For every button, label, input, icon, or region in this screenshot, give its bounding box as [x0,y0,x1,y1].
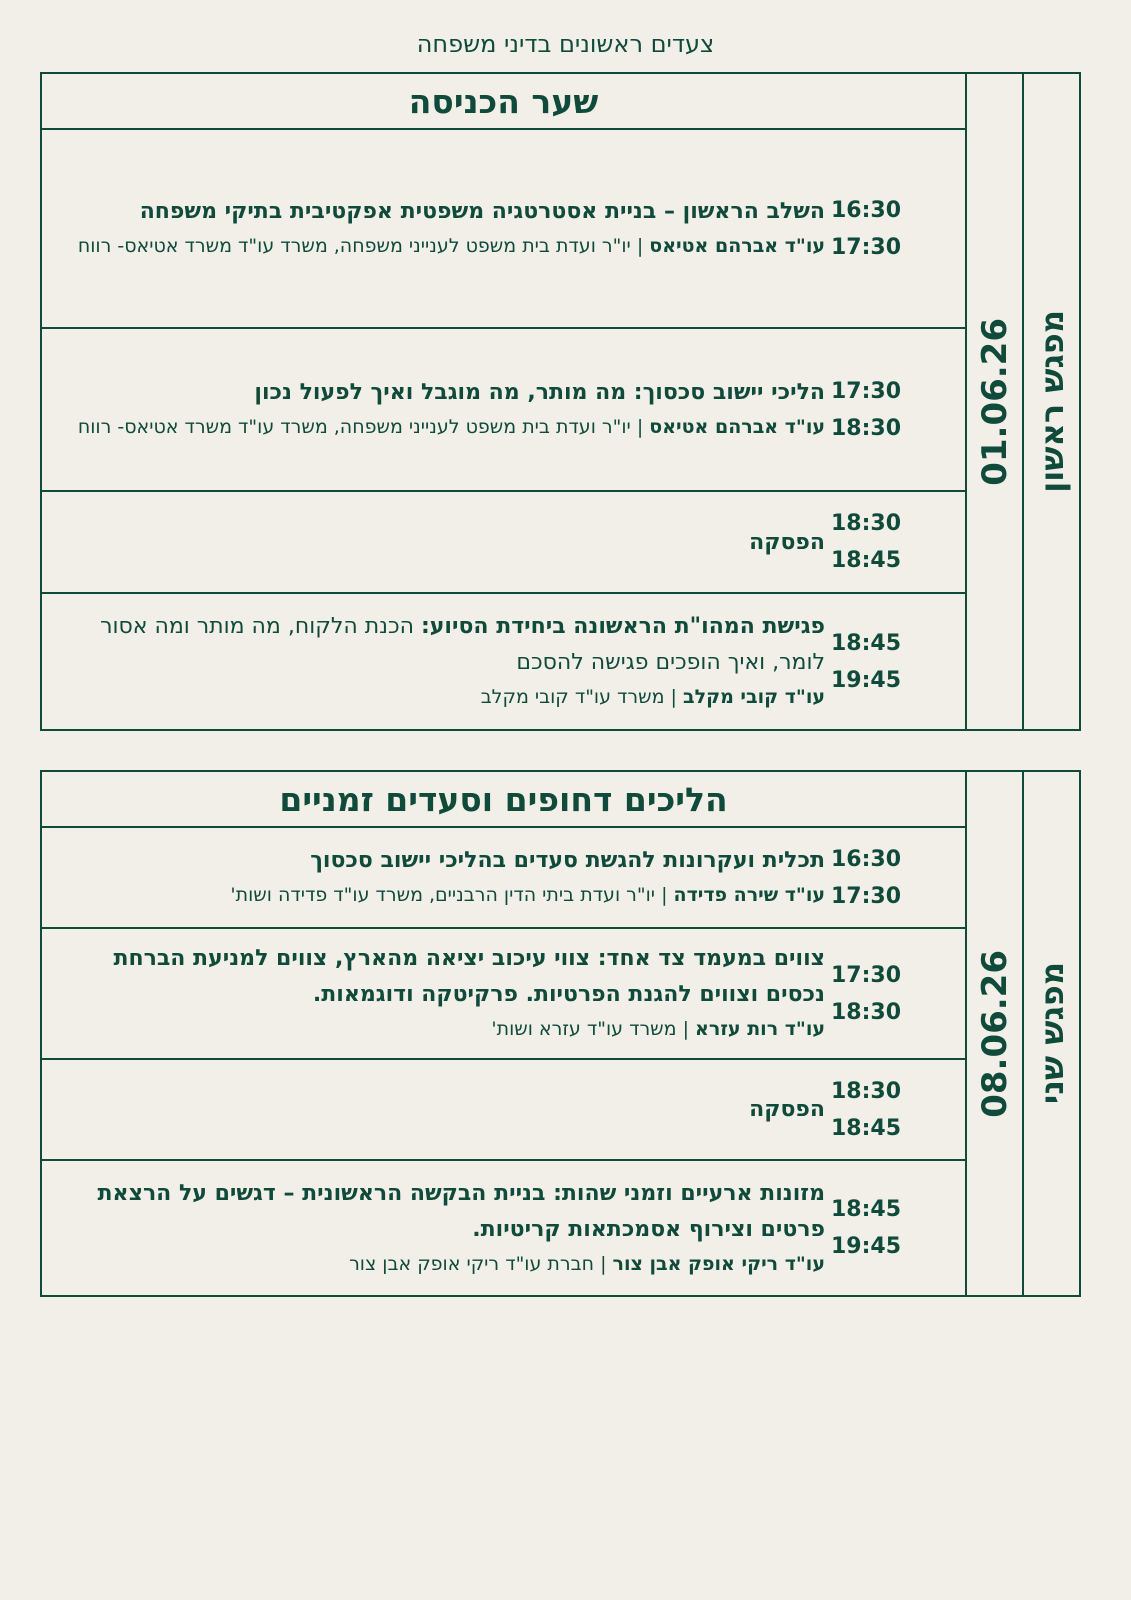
meeting-label: מפגש שני [1032,962,1071,1105]
session-speaker [54,879,825,912]
speaker-info: | יו"ר ועדת בית משפט לענייני משפחה, משרד עו"ד משרד אטיאס- רווח [77,416,644,438]
session-speaker [54,1248,825,1281]
break-content [42,492,825,592]
meeting-label: מפגש ראשון [1032,310,1071,493]
session-speaker [54,1013,825,1046]
speaker-name: עו"ד אברהם אטיאס [649,416,825,438]
speaker-name: עו"ד שירה פדידה [673,884,825,906]
break-content [42,1060,825,1159]
session-title: צווים במעמד צד אחד: צווי עיכוב יציאה מהארץ, צווים למניעת הברחת נכסים וצווים להגנת הפרטיות. פרקיטקה ודוגמאות. [113,946,825,1007]
meeting-date: 01.06.26 [974,317,1015,486]
session-times [825,594,965,729]
meeting-label-column [1022,772,1079,1295]
session-content [42,594,825,729]
session-content [42,929,825,1058]
speaker-info: | חברת עו"ד ריקי אופק אבן צור [349,1252,607,1275]
session-title-bold: פגישת המהו"ת הראשונה ביחידת הסיוע: [420,614,825,639]
session-start-time: 16:30 [831,197,902,223]
session-start-time: 18:30 [831,511,902,536]
break-row [42,1060,965,1161]
break-label: הפסקה [749,1097,825,1122]
session-times [825,1060,965,1159]
session-title: הליכי יישוב סכסוך: מה מותר, מה מוגבל ואיך לפעול נכון [254,380,825,405]
session-title [54,609,825,681]
meeting-1-main [42,74,965,729]
session-speaker [54,681,825,714]
speaker-name: עו"ד ריקי אופק אבן צור [612,1252,825,1275]
speaker-info: | יו"ר ועדת בית משפט לענייני משפחה, משרד עו"ד משרד אטיאס- רווח [77,235,644,257]
session-content [42,828,825,927]
session-end-time: 19:45 [831,667,902,693]
session-end-time: 19:45 [831,1234,902,1259]
session-start-time: 17:30 [831,378,902,404]
session-end-time: 18:30 [831,415,902,441]
session-end-time: 18:30 [831,999,902,1025]
meeting-2-main [42,772,965,1295]
session-speaker [54,411,825,444]
speaker-name: עו"ד קובי מקלב [683,686,825,708]
speaker-info: | יו"ר ועדת ביתי הדין הרבניים, משרד עו"ד פדידה ושות' [230,884,668,906]
speaker-name: עו"ד אברהם אטיאס [649,235,825,257]
session-start-time: 18:30 [831,1078,902,1104]
meeting-date: 08.06.26 [974,949,1015,1118]
session-times [825,329,965,490]
session-title-regular: הכנת הלקוח, מה מותר ומה אסור לומר, ואיך הופכים פגישה להסכם [100,614,825,675]
session-end-time: 18:45 [831,1115,902,1141]
session-row [42,828,965,929]
session-start-time: 18:45 [831,630,902,656]
session-content [42,329,825,490]
speaker-info: | משרד עו"ד קובי מקלב [480,686,677,708]
break-label: הפסקה [749,529,825,555]
session-times [825,130,965,327]
session-start-time: 17:30 [831,962,902,988]
speaker-info: | משרד עו"ד עזרא ושות' [491,1018,689,1040]
session-title: השלב הראשון – בניית אסטרטגיה משפטית אפקטיבית בתיקי משפחה [139,199,825,224]
session-start-time: 18:45 [831,1197,902,1222]
session-end-time: 17:30 [831,234,902,260]
section-title: שער הכניסה [42,74,965,130]
section-title: הליכים דחופים וסעדים זמניים [42,772,965,828]
session-content [42,130,825,327]
session-row [42,1161,965,1295]
meeting-label-column [1022,74,1079,729]
session-speaker [54,230,825,263]
session-end-time: 17:30 [831,883,902,909]
session-title: מזונות ארעיים וזמני שהות: בניית הבקשה הראשונית – דגשים על הרצאת פרטים וצירוף אסמכתאות קריטיות. [97,1180,825,1242]
session-row [42,130,965,329]
session-start-time: 16:30 [831,846,902,872]
meeting-1-table [40,72,1081,731]
session-content [42,1161,825,1295]
meeting-2-table [40,770,1081,1297]
session-end-time: 18:45 [831,548,902,573]
document-title: צעדים ראשונים בדיני משפחה [416,30,715,58]
session-times [825,828,965,927]
break-row [42,492,965,594]
meeting-date-column [965,74,1022,729]
session-title: תכלית ועקרונות להגשת סעדים בהליכי יישוב סכסוך [310,848,825,873]
speaker-name: עו"ד רות עזרא [695,1018,825,1040]
meeting-date-column [965,772,1022,1295]
session-times [825,492,965,592]
session-row [42,929,965,1060]
session-row [42,329,965,492]
session-times [825,929,965,1058]
session-row [42,594,965,729]
session-times [825,1161,965,1295]
